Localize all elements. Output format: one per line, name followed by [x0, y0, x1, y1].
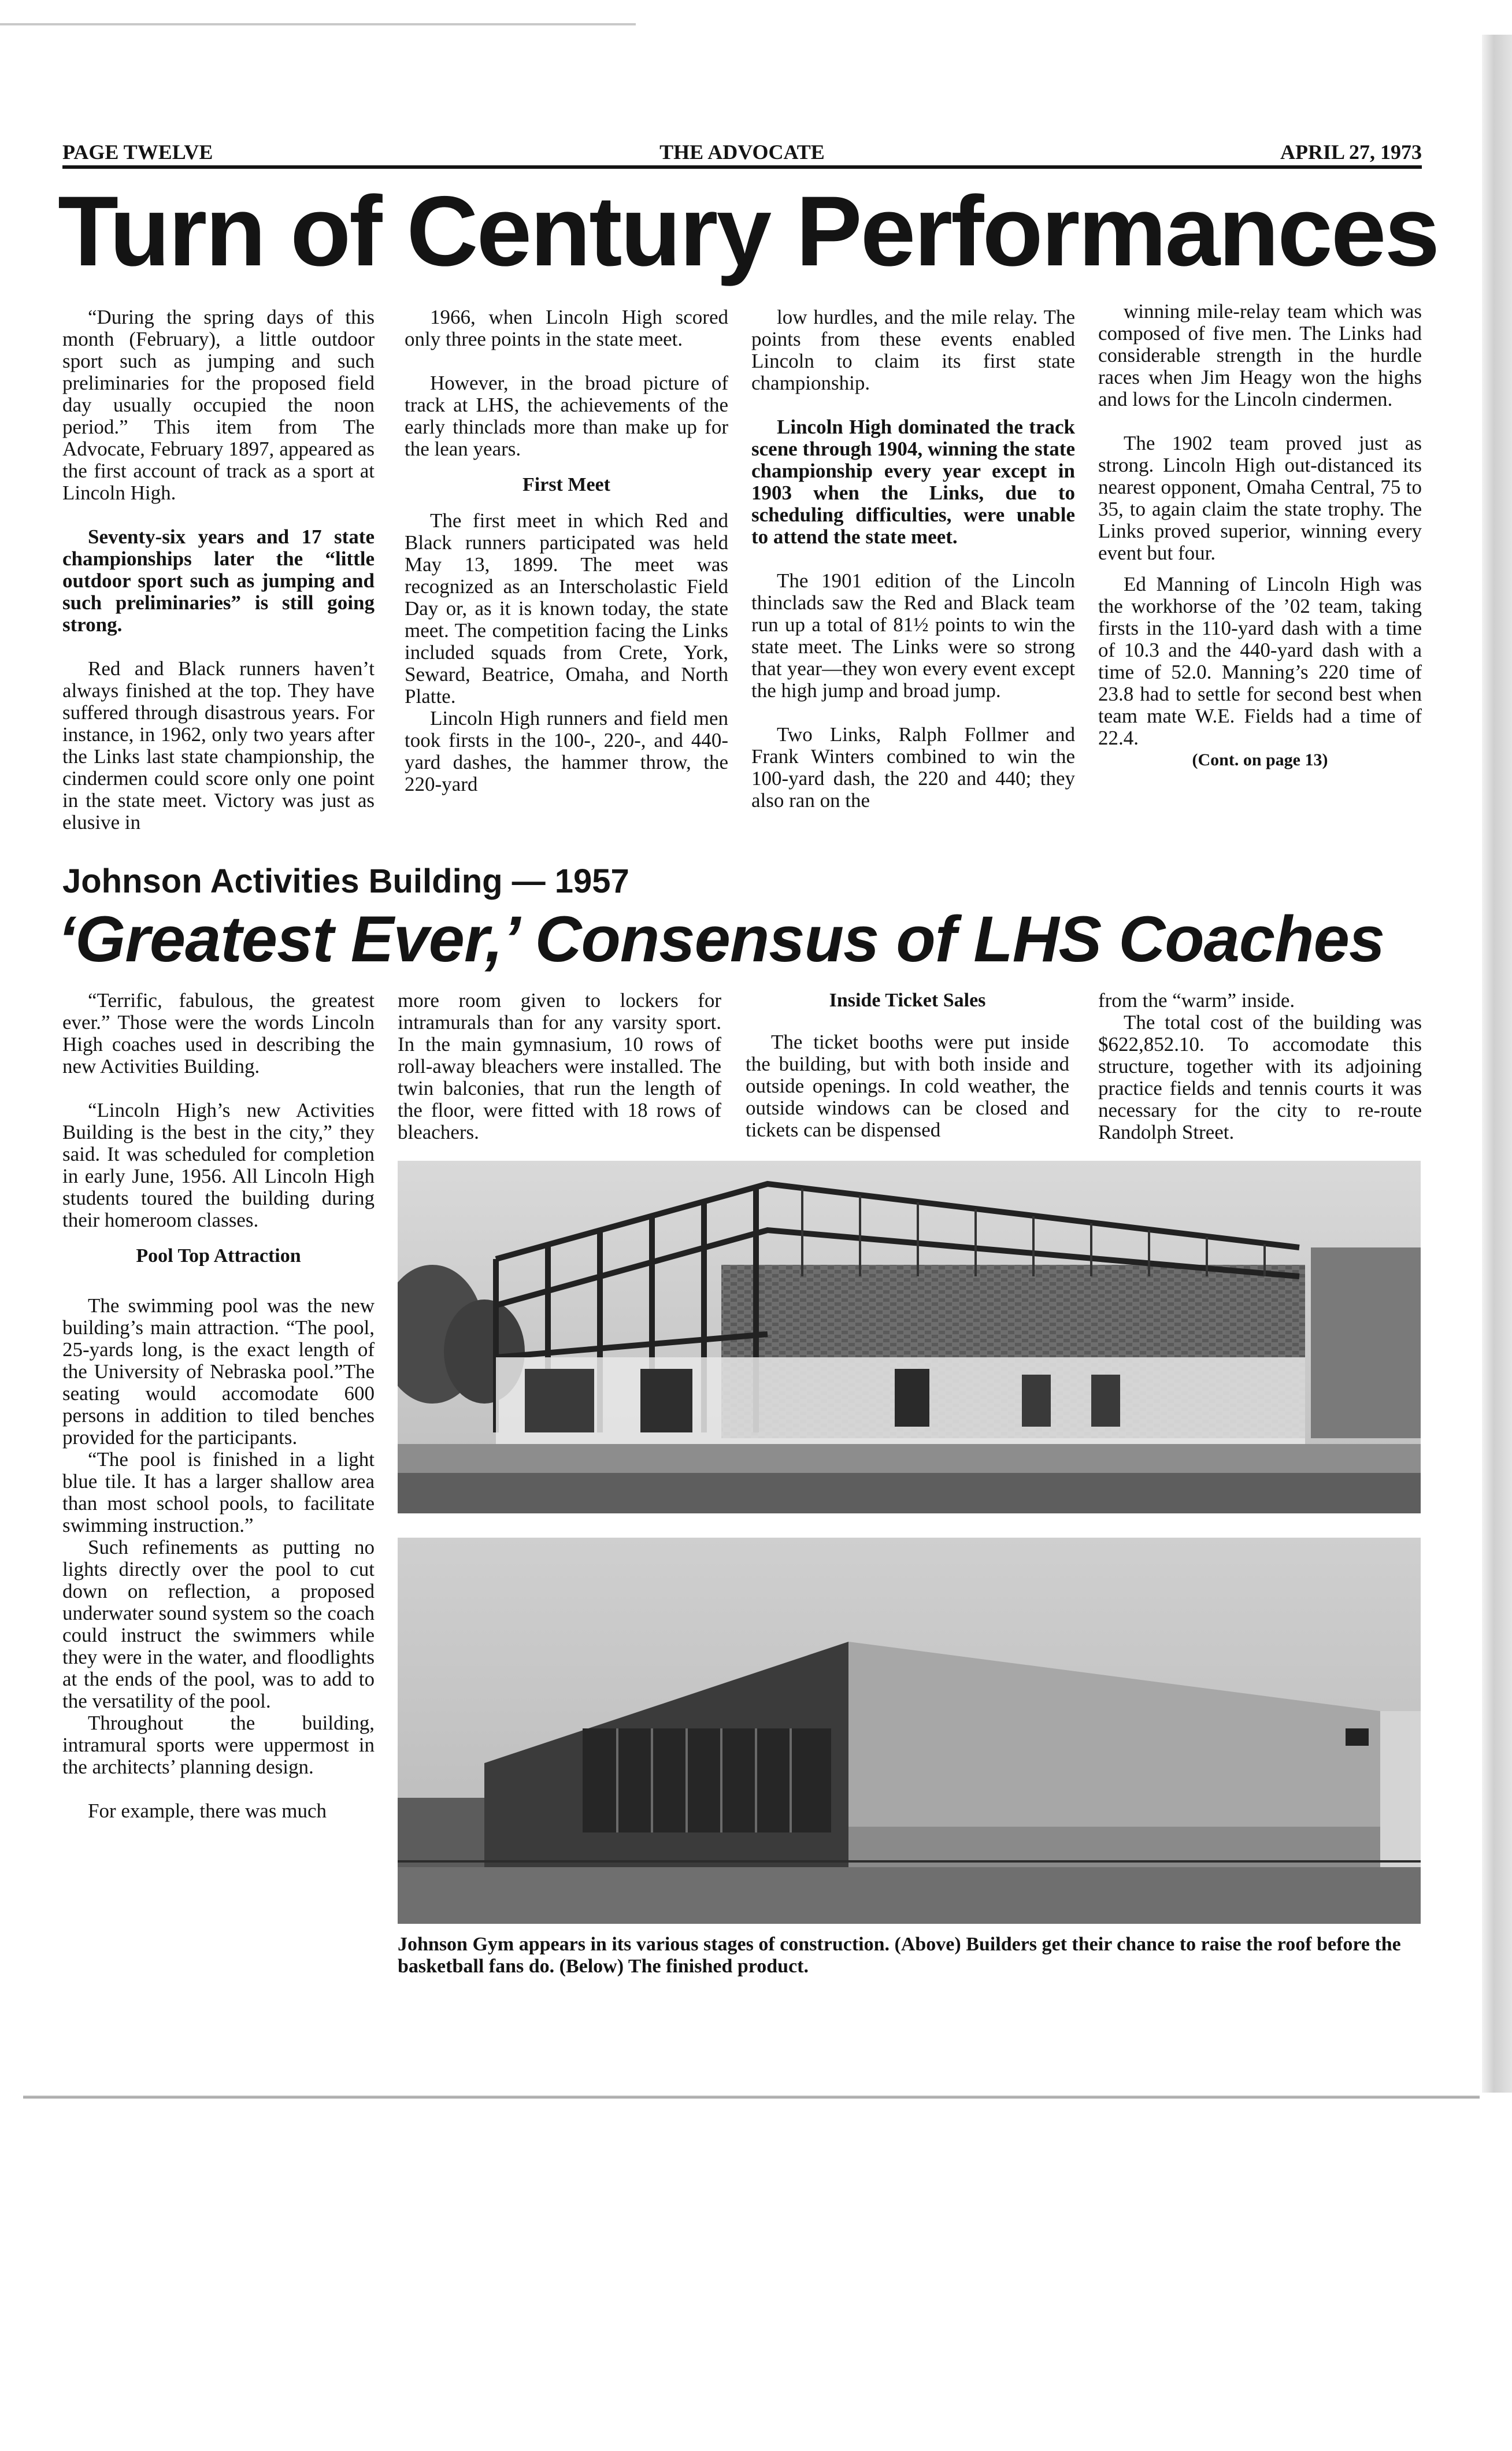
- story2-column-3: [746, 990, 1069, 1141]
- story1-paragraph: Seventy-six years and 17 state championships later the “little outdoor sport such as jumping and such preliminaries” is still going strong.: [62, 525, 375, 636]
- story1-paragraph: Ed Manning of Lincoln High was the workhorse of the ’02 team, taking firsts in the 110-yard dash with a time of 10.3 and the 440-yard dash with a time of 52.0. Manning’s 220 time of 23.8 had to settle for second best when team mate W.E. Fields had a time of 22.4.: [1098, 573, 1422, 749]
- story2-subhead-tickets: Inside Ticket Sales: [829, 990, 986, 1011]
- photo-caption: Johnson Gym appears in its various stages of construction. (Above) Builders get their chance to raise the roof before the basketball fans do. (Below) The finished product.: [398, 1934, 1401, 1977]
- story1-paragraph: The 1902 team proved just as strong. Lincoln High out-distanced its nearest opponent, Omaha Central, 75 to 35, to again claim the state trophy. The Links proved superior, winning every event but four.: [1098, 432, 1422, 564]
- scan-edge-top: [0, 23, 636, 25]
- story2-paragraph: “The pool is finished in a light blue tile. It has a larger shallow area than most school pools, to facilitate swimming instruction.”: [62, 1448, 375, 1536]
- story1-subhead-first-meet: First Meet: [522, 474, 610, 495]
- story2-kicker: Johnson Activities Building — 1957: [62, 862, 629, 900]
- continued-notice: (Cont. on page 13): [1192, 750, 1328, 769]
- story1-paragraph: 1966, when Lincoln High scored only three points in the state meet.: [405, 306, 728, 350]
- story2-paragraph: The swimming pool was the new building’s main attraction. “The pool, 25-yards long, is the exact length of the University of Nebraska pool.”The seating would accomodate 600 persons in addition to tiled benches provided for the participants.: [62, 1294, 375, 1449]
- finished-gym-photo: [398, 1538, 1421, 1924]
- story1-paragraph: Two Links, Ralph Follmer and Frank Winters combined to win the 100-yard dash, the 220 and 440; they also ran on the: [751, 723, 1075, 812]
- scan-edge-right: [1482, 35, 1512, 2093]
- issue-date: APRIL 27, 1973: [1280, 140, 1422, 164]
- story1-paragraph: winning mile-relay team which was composed of five men. The Links had considerable strength in the hurdle races when Jim Heagy won the highs and lows for the Lincoln cindermen.: [1098, 300, 1422, 410]
- story2-paragraph: For example, there was much: [88, 1800, 327, 1822]
- story2-paragraph: from the “warm” inside.: [1098, 989, 1295, 1012]
- story1-headline: Turn of Century Performances: [58, 176, 1439, 287]
- story1-paragraph: The first meet in which Red and Black runners participated was held May 13, 1899. The meet was recognized as an Interscholastic Field Day or, as it is known today, the state meet. The competition facing the Links included squads from Crete, York, Seward, Beatrice, Omaha, and North Platte.: [405, 509, 728, 708]
- story1-paragraph: However, in the broad picture of track at LHS, the achievements of the early thinclads more than make up for the lean years.: [405, 372, 728, 460]
- story1-paragraph: Lincoln High runners and field men took firsts in the 100-, 220-, and 440-yard dashes, the hammer throw, the 220-yard: [405, 707, 728, 795]
- story2-column-4: [1098, 990, 1422, 1143]
- story2-paragraph: more room given to lockers for intramurals than for any varsity sport. In the main gymnasium, 10 rows of roll-away bleachers were installed. The twin balconies, that run the length of the floor, were fitted with 18 rows of bleachers.: [398, 989, 721, 1143]
- story1-column-3: [751, 306, 1075, 812]
- story1-column-2: [405, 306, 728, 795]
- story2-column-2: [398, 990, 721, 1143]
- story2-headline: ‘Greatest Ever,’ Consensus of LHS Coaches: [58, 903, 1385, 975]
- story2-paragraph: Throughout the building, intramural sports were uppermost in the architects’ planning design.: [62, 1712, 375, 1778]
- page-number: PAGE TWELVE: [62, 140, 213, 164]
- story1-paragraph: Red and Black runners haven’t always finished at the top. They have suffered through disastrous years. For instance, in 1962, only two years after the Links last state championship, the cindermen could score only one point in the state meet. Victory was just as elusive in: [62, 657, 375, 834]
- story1-paragraph: “During the spring days of this month (February), a little outdoor sport such as jumping and such preliminaries for the proposed field day usually occupied the noon period.” This item from The Advocate, February 1897, appeared as the first account of track as a sport at Lincoln High.: [62, 306, 375, 504]
- story2-subhead-pool: Pool Top Attraction: [136, 1245, 301, 1267]
- story1-column-4: [1098, 301, 1422, 771]
- masthead-title: THE ADVOCATE: [659, 140, 825, 164]
- story2-column-1: [62, 990, 375, 1822]
- scan-edge-bottom: [23, 2095, 1480, 2099]
- story2-paragraph: The total cost of the building was $622,852.10. To accomodate this structure, together with its adjoining practice fields and tennis courts it was necessary for the city to re-route Randolph Street.: [1098, 1011, 1422, 1143]
- story2-paragraph: The ticket booths were put inside the building, but with both inside and outside openings. In cold weather, the outside windows can be closed and tickets can be dispensed: [746, 1031, 1069, 1141]
- story1-paragraph: low hurdles, and the mile relay. The points from these events enabled Lincoln to claim its first state championship.: [751, 306, 1075, 394]
- story1-paragraph: The 1901 edition of the Lincoln thinclads saw the Red and Black team run up a total of 81½ points to win the state meet. The Links were so strong that year—they won every event except the high jump and broad jump.: [751, 569, 1075, 702]
- story2-paragraph: “Terrific, fabulous, the greatest ever.” Those were the words Lincoln High coaches used in describing the new Activities Building.: [62, 989, 375, 1078]
- story2-paragraph: “Lincoln High’s new Activities Building is the best in the city,” they said. It was scheduled for completion in early June, 1956. All Lincoln High students toured the building during their homeroom classes.: [62, 1099, 375, 1231]
- page-header: [62, 140, 1422, 169]
- story2-paragraph: Such refinements as putting no lights directly over the pool to cut down on reflection, a proposed underwater sound system so the coach could instruct the swimmers while they were in the water, and floodlights at the ends of the pool, was to add to the versatility of the pool.: [62, 1536, 375, 1712]
- construction-photo: [398, 1161, 1421, 1513]
- story1-column-1: [62, 306, 375, 834]
- story1-paragraph: Lincoln High dominated the track scene through 1904, winning the state championship every year except in 1903 when the Links, due to scheduling difficulties, were unable to attend the state meet.: [751, 416, 1075, 548]
